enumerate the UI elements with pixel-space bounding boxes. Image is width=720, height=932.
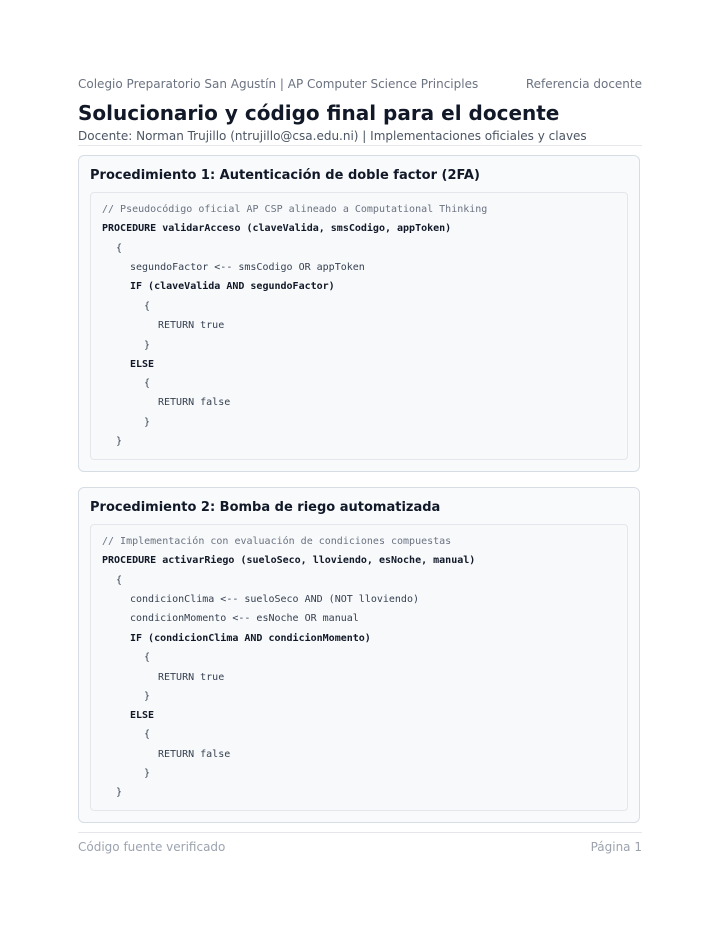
code-line: RETURN true bbox=[158, 672, 225, 683]
page-header bbox=[78, 76, 642, 144]
code-line: RETURN true bbox=[158, 320, 225, 331]
code-line: { bbox=[144, 301, 151, 312]
code-line: { bbox=[144, 729, 151, 740]
code-comment: // Pseudocódigo oficial AP CSP alineado a Computational Thinking bbox=[102, 204, 488, 215]
procedure-card-2 bbox=[78, 487, 640, 823]
code-line: condicionClima <-- sueloSeco AND (NOT lloviendo) bbox=[130, 594, 419, 605]
page-subtitle: Docente: Norman Trujillo (ntrujillo@csa.edu.ni) | Implementaciones oficiales y claves bbox=[78, 129, 587, 143]
school-course-label: Colegio Preparatorio San Agustín | AP Computer Science Principles bbox=[78, 77, 479, 91]
reference-tag: Referencia docente bbox=[525, 77, 642, 91]
code-line: IF (claveValida AND segundoFactor) bbox=[130, 281, 335, 292]
code-line: PROCEDURE validarAcceso (claveValida, smsCodigo, appToken) bbox=[102, 223, 452, 234]
code-comment: // Implementación con evaluación de condiciones compuestas bbox=[102, 536, 452, 547]
code-line: condicionMomento <-- esNoche OR manual bbox=[130, 613, 359, 624]
code-line: { bbox=[144, 652, 151, 663]
code-block-1 bbox=[90, 192, 628, 460]
code-line: segundoFactor <-- smsCodigo OR appToken bbox=[130, 262, 365, 273]
footer-divider bbox=[78, 832, 642, 833]
code-line: IF (condicionClima AND condicionMomento) bbox=[130, 633, 371, 644]
code-line: } bbox=[116, 787, 123, 798]
procedure-card-1 bbox=[78, 155, 640, 472]
code-line: RETURN false bbox=[158, 397, 231, 408]
procedure-title-1: Procedimiento 1: Autenticación de doble factor (2FA) bbox=[90, 168, 480, 183]
code-line: { bbox=[116, 243, 123, 254]
code-line: ELSE bbox=[130, 359, 155, 370]
code-line: { bbox=[116, 575, 123, 586]
footer-verified-label: Código fuente verificado bbox=[78, 840, 226, 854]
code-line: } bbox=[144, 768, 151, 779]
page-number: Página 1 bbox=[590, 840, 642, 854]
code-line: RETURN false bbox=[158, 749, 231, 760]
page-title: Solucionario y código final para el docente bbox=[78, 101, 560, 125]
procedure-title-2: Procedimiento 2: Bomba de riego automatizada bbox=[90, 500, 441, 515]
code-line: } bbox=[116, 436, 123, 447]
code-line: ELSE bbox=[130, 710, 155, 721]
header-top-row bbox=[78, 76, 642, 92]
code-line: PROCEDURE activarRiego (sueloSeco, lloviendo, esNoche, manual) bbox=[102, 555, 476, 566]
code-line: { bbox=[144, 378, 151, 389]
code-line: } bbox=[144, 417, 151, 428]
page-footer bbox=[78, 839, 642, 855]
header-divider bbox=[78, 145, 642, 146]
code-block-2 bbox=[90, 524, 628, 811]
code-line: } bbox=[144, 691, 151, 702]
code-line: } bbox=[144, 340, 151, 351]
